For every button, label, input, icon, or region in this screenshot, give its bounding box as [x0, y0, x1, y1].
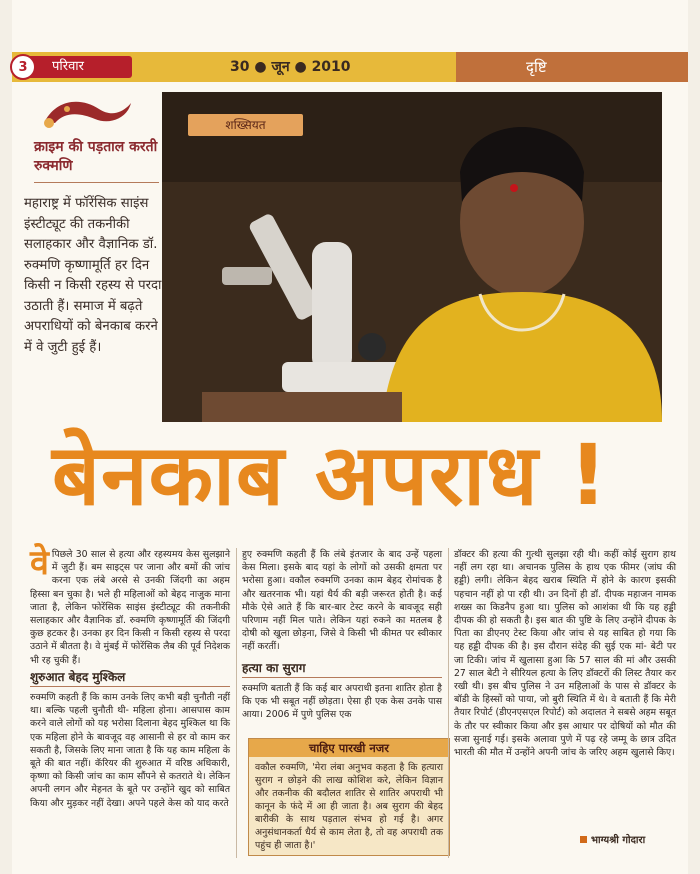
column-divider	[448, 548, 449, 858]
column-divider	[236, 548, 237, 858]
paper-name: परिवार	[52, 59, 84, 74]
box-title: चाहिए पारखी नजर	[249, 739, 449, 757]
page-number: 3	[10, 54, 36, 80]
portrait-photo	[162, 92, 662, 422]
article-column-3	[454, 548, 676, 759]
byline-marker-icon	[580, 836, 587, 843]
article-intro: महाराष्ट्र में फॉरेंसिक साइंस इंस्टीट्यूट की तकनीकी सलाहकार और वैज्ञानिक डॉ. रुक्मणि कृष्णामूर्ति हर दिन किसी न किसी रहस्य से परदा उठाती हैं। समाज में बढ़ते अपराधियों को बेनकाब करने में वे जुटी हुई हैं।	[24, 196, 162, 355]
decorative-swirl-icon	[37, 95, 137, 133]
issue-date: 30 ● जून ● 2010	[230, 59, 351, 75]
col3-paragraph-1: डॉक्टर की हत्या की गुत्थी सुलझा रही थी। कहीं कोई सुराग हाथ नहीं लग रहा था। अचानक पुलिस के हाथ एक फीमर (जांघ की हड्डी) लगी। लेकिन बेहद खराब स्थिति में होने के कारण इसकी पहचान नहीं हो पा रही थी। उन दिनों ही डॉ. दीपक महाजन नामक शख्स का किडनैप हुआ था। पुलिस को आशंका थी कि यह हड्डी दीपक की हो सकती है। इस बात की पुष्टि के लिए उन्होंने दीपक के पिता का डीएनए टेस्ट किया और जांच से यह साबित हो गया कि यह हड्डी दीपक की है। इस दौरान संदेह की सुई एक मां- बेटी पर जा टिकी। जांच में खुलासा हुआ कि 57 साल की मां और उसकी 27 साल बेटी ने सीरियल हत्या के लिए डॉक्टरों की लिस्ट तैयार कर रखी थी। इस बीच पुलिस ने उन महिलाओं के पास से डॉक्टर के बॉडी के हिस्सों को पाया, जो बुरी स्थिति में थे। वे बताती हैं कि मेरी तैयार रिपोर्ट (डीएनएसएल रिपोर्ट) को अदालत ने सबसे अहम सबूत के तौर पर स्वीकार किया और इस आधार पर दोषियों को मौत की सजा सुनाई गई। इसके अलावा पुणे में पढ़ रहे जम्मू के छात्र उदित भारती की मौत में उन्होंने अपनी जांच के जरिए अहम खुलासे किए।	[454, 549, 676, 759]
article-column-1	[30, 543, 230, 810]
subhead-difficult-start: शुरुआत बेहद मुश्किल	[30, 671, 230, 687]
headline	[52, 420, 672, 530]
article-column-2	[242, 548, 442, 721]
drop-cap: वे	[30, 543, 49, 583]
scientist-with-microscope-illustration	[162, 92, 662, 422]
box-text: वकौल रुक्मणि, 'मेरा लंबा अनुभव कहता है कि हत्यारा सुराग न छोड़ने की लाख कोशिश करे, लेकिन विज्ञान और तकनीक की बदौलत शातिर से शातिर अपराधी भी कानून के फंदे में आ ही जाता है। अब सुराग की बेहद बारीकी के साथ पड़ताल संभव हो गई है। अगर अनुसंधानकर्ता धैर्य से काम लेता है, तो वह अपराधी तक पहुंच ही जाता है।'	[255, 762, 443, 851]
byline	[580, 832, 645, 846]
profile-badge: शख्सियत	[188, 114, 303, 136]
author-name: भाग्यश्री गोदारा	[591, 835, 646, 846]
newspaper-page	[12, 0, 688, 874]
col2-paragraph-2: रुक्मणि बताती हैं कि कई बार अपराधी इतना शातिर होता है कि एक भी सबूत नहीं छोड़ता। ऐसा ही एक केस उनके पास आया। 2006 में पुणे पुलिस एक	[242, 682, 442, 721]
paper-logo	[22, 56, 132, 78]
article-kicker: क्राइम की पड़ताल करती रुक्मणि	[34, 138, 159, 183]
subhead-murder-clue: हत्या का सुराग	[242, 662, 442, 678]
col2-paragraph-1: हुए रुक्मणि कहती हैं कि लंबे इंतजार के बाद उन्हें पहला केस मिला। इसके बाद यहां के लोगों को उसकी क्षमता पर भरोसा हुआ। वकौल रुक्मणि उनका काम बेहद रोमांचक है और खतरनाक भी। यहां धैर्य की बड़ी जरूरत होती है। कई मौके ऐसे आते हैं कि बार-बार टेस्ट करने के बावजूद सही परिणाम नहीं मिल पाते। लेकिन यहां रुकने का मतलब है दोषी को खुला छोड़ना, जिसे वे किसी भी कीमत पर स्वीकार नहीं करतीं।	[242, 549, 442, 653]
headline-text: बेनकाब अपराध !	[52, 426, 609, 524]
col1-paragraph-1: पिछले 30 साल से हत्या और रहस्यमय केस सुलझाने में जुटी हैं। बम साइट्स पर जाना और बमों की जांच करना एक लंबे अरसे से उनकी जिंदगी का अहम हिस्सा बन चुका है। भले ही महिलाओं को बेहद नाजुक माना जाता है, लेकिन फोरेंसिक साइंस इंस्टीट्यूट की तकनीकी सलाहकार और वैज्ञानिक डॉ. रुक्मणि कृष्णामूर्ति की जिंदगी कुछ हटकर है। उनका हर दिन किसी न किसी रहस्य से परदा उठाने में बीतता है। वे मुंबई में फोरेंसिक लैब की पूर्व निदेशक भी रह चुकी हैं।	[30, 549, 230, 666]
page-header	[12, 52, 688, 82]
col1-paragraph-2: रुक्मणि कहती हैं कि काम उनके लिए कभी बड़ी चुनौती नहीं था। बल्कि पहली चुनौती थी- महिला होना। आसपास काम करने वाले लोगों को यह भरोसा दिलाना बेहद मुश्किल था कि एक महिला होने के बावजूद वह आसानी से हर वो काम कर सकती है, जिसके लिए माना जाता है कि यह काम महिला के बूते की बात नहीं। कॅरियर की शुरुआत में वरिष्ठ अधिकारी, कृष्णा को किसी जांच का काम सौंपने से कतराते थे। लेकिन अपनी लगन और मेहनत के बूते पर उन्होंने खुद को साबित किया और मुड़कर नहीं देखा। अपने पहले केस को याद करते	[30, 692, 230, 809]
sidebar-box	[248, 738, 450, 856]
section-label: दृष्टि	[456, 52, 688, 82]
